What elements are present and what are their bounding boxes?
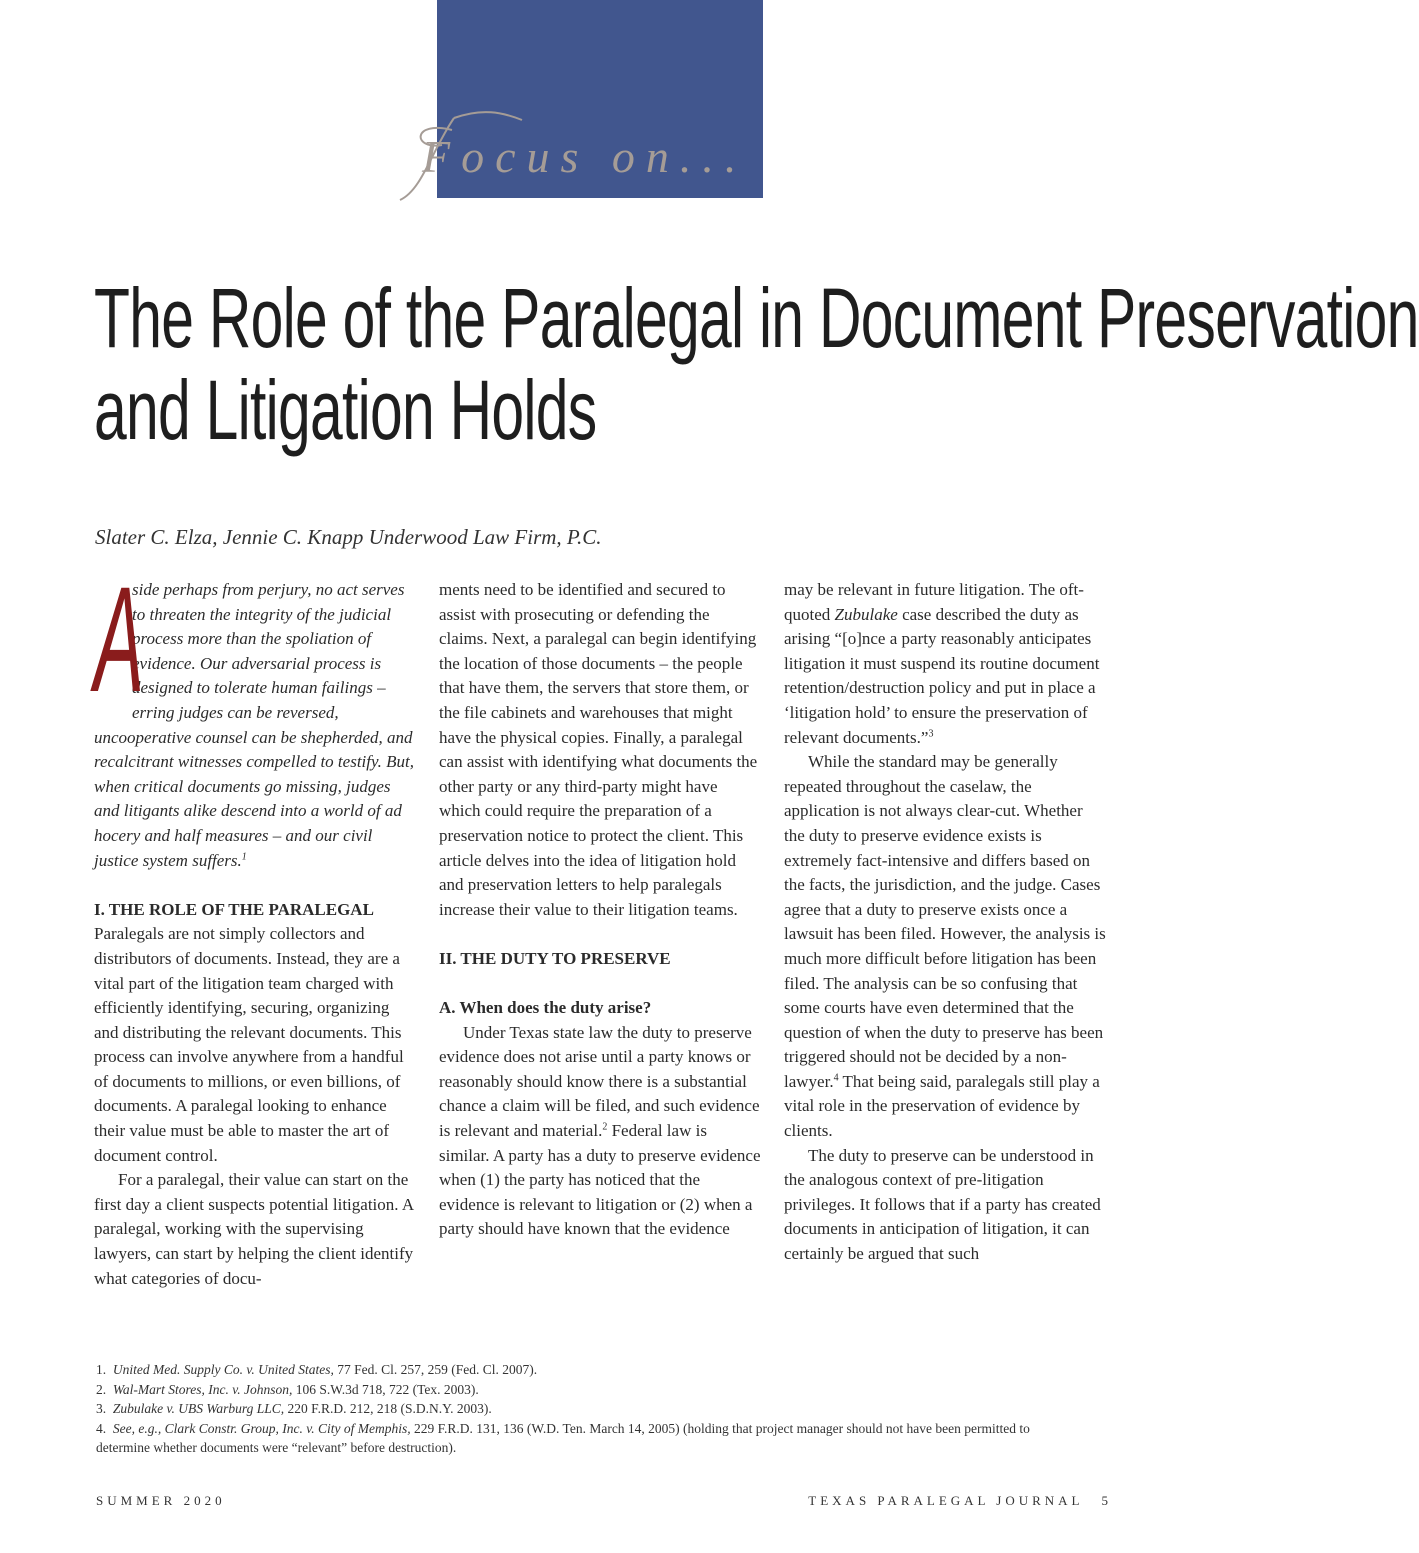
s2-p1-part-b: Federal law is similar. A party has a duty to preserve evidence when (1) the party has noticed that the evidence is relevant to litigation or (2) when a party should have known that the evidence bbox=[439, 1121, 761, 1239]
footer-journal bbox=[808, 1493, 1108, 1509]
s2-p1-part-a: Under Texas state law the duty to preserve evidence does not arise until a party knows or reasonably should know there is a substantial chance a claim will be filed, and such evidence is relevant and material. bbox=[439, 1022, 760, 1141]
article-title bbox=[94, 271, 1419, 457]
footnote-ref-4: 4 bbox=[833, 1072, 839, 1084]
byline: Slater C. Elza, Jennie C. Knapp Underwood Law Firm, P.C. bbox=[95, 525, 602, 549]
section-heading-2: II. THE DUTY TO PRESERVE bbox=[439, 948, 671, 968]
section-1-paragraph-2-cont: ments need to be identified and secured to assist with prosecuting or defending the claims. Next, a paralegal can begin identifying the location of those documents – the people that have them, the servers that store them, or the file cabinets and warehouses that might have the physical copies. Finally, a paralegal can assist with identifying what documents the other party or any third-party might have which could require the preparation of a preservation notice to protect the client. This article delves into the idea of litigation hold and preservation letters to help paralegals increase their value to their litigation teams. bbox=[439, 580, 758, 919]
footnotes bbox=[96, 1360, 1086, 1458]
footnote-4: 4. See, e.g., Clark Constr. Group, Inc. v. City of Memphis, 229 F.R.D. 131, 136 (W.D. Ten. March 14, 2005) (holding that project manager should not have been permitted to determine whether documents were “relevant” before destruction). bbox=[96, 1420, 1030, 1455]
footnote-1: 1. United Med. Supply Co. v. United States, 77 Fed. Cl. 257, 259 (Fed. Cl. 2007). bbox=[96, 1362, 538, 1377]
column-2 bbox=[439, 578, 761, 1242]
section-2-paragraph-2 bbox=[784, 750, 1106, 1144]
lead-paragraph bbox=[94, 555, 416, 873]
footnote-3: 3. Zubulake v. UBS Warburg LLC, 220 F.R.D. 212, 218 (S.D.N.Y. 2003). bbox=[96, 1401, 492, 1416]
section-2-paragraph-1-cont bbox=[784, 578, 1106, 750]
s2-p2-part-b: That being said, paralegals still play a vital role in the preservation of evidence by clients. bbox=[784, 1071, 1100, 1141]
footnote-ref-1: 1 bbox=[241, 850, 247, 862]
column-3 bbox=[784, 578, 1106, 1267]
footnote-ref-3: 3 bbox=[928, 727, 934, 739]
s2-p1-part-c: case described the duty as arising “[o]nce a party reasonably anticipates litigation it must suspend its routine document retention/destruction policy and put in place a ‘litigation hold’ to ensure the preservation of relevant documents.” bbox=[784, 604, 1100, 747]
footnote-2: 2. Wal-Mart Stores, Inc. v. Johnson, 106 S.W.3d 718, 722 (Tex. 2003). bbox=[96, 1381, 479, 1397]
page-number: 5 bbox=[1101, 1493, 1108, 1508]
footnote-ref-2: 2 bbox=[602, 1121, 608, 1133]
s2-p1-part-b-cont: may be relevant in future litigation. The oft-quoted bbox=[784, 580, 1084, 624]
lead-text: side perhaps from perjury, no act serves to threaten the integrity of the judicial process more than the spoliation of evidence. Our adversarial process is designed to tolerate human failings – erring judges can be reversed, uncooperative counsel can be shepherded, and recalcitrant witnesses compelled to testify. But, when critical documents go missing, judges and litigants alike descend into a world of ad hocery and half measures – and our civil justice system suffers. bbox=[94, 580, 414, 870]
column-1 bbox=[94, 555, 416, 1291]
section-2-paragraph-1 bbox=[439, 1021, 761, 1242]
focus-on-text: Focus on... bbox=[422, 131, 748, 182]
article-title-line-2: and Litigation Holds bbox=[94, 363, 597, 457]
section-2-paragraph-3: The duty to preserve can be understood in the analogous context of pre-litigation privileges. It follows that if a party has created documents in anticipation of litigation, it can certainly be argued that such bbox=[784, 1145, 1101, 1264]
footer-journal-name: TEXAS PARALEGAL JOURNAL bbox=[808, 1493, 1084, 1508]
focus-on-script-heading bbox=[392, 90, 802, 220]
section-1-paragraph-2-start: For a paralegal, their value can start on the first day a client suspects potential litigation. A paralegal, working with the supervising lawyers, can start by helping the client identify what categories of docu- bbox=[94, 1170, 414, 1288]
zubulake-case-name: Zubulake bbox=[834, 604, 898, 624]
s2-p2-part-a: While the standard may be generally repeated throughout the caselaw, the application is not always clear-cut. Whether the duty to preserve evidence exists is extremely fact-intensive and differs based on the facts, the jurisdiction, and the judge. Cases agree that a duty to preserve exists once a lawsuit has been filed. However, the analysis is much more difficult before litigation has been filed. The analysis can be so confusing that some courts have even determined that the question of when the duty to preserve has been triggered should not be decided by a non-lawyer. bbox=[784, 752, 1106, 1091]
article-title-line-1: The Role of the Paralegal in Document Preservation bbox=[94, 271, 1419, 365]
section-heading-1: I. THE ROLE OF THE PARALEGAL bbox=[94, 899, 374, 919]
subsection-heading-a: A. When does the duty arise? bbox=[439, 998, 652, 1018]
footer-issue: SUMMER 2020 bbox=[96, 1493, 226, 1508]
section-1-paragraph-1: Paralegals are not simply collectors and distributors of documents. Instead, they are a vital part of the litigation team charged with efficiently identifying, securing, organizing and distributing the relevant documents. This process can involve anywhere from a handful of documents to millions, or even billions, of documents. A paralegal looking to enhance their value must be able to master the art of document control. bbox=[94, 924, 404, 1165]
drop-cap: A bbox=[94, 555, 145, 723]
